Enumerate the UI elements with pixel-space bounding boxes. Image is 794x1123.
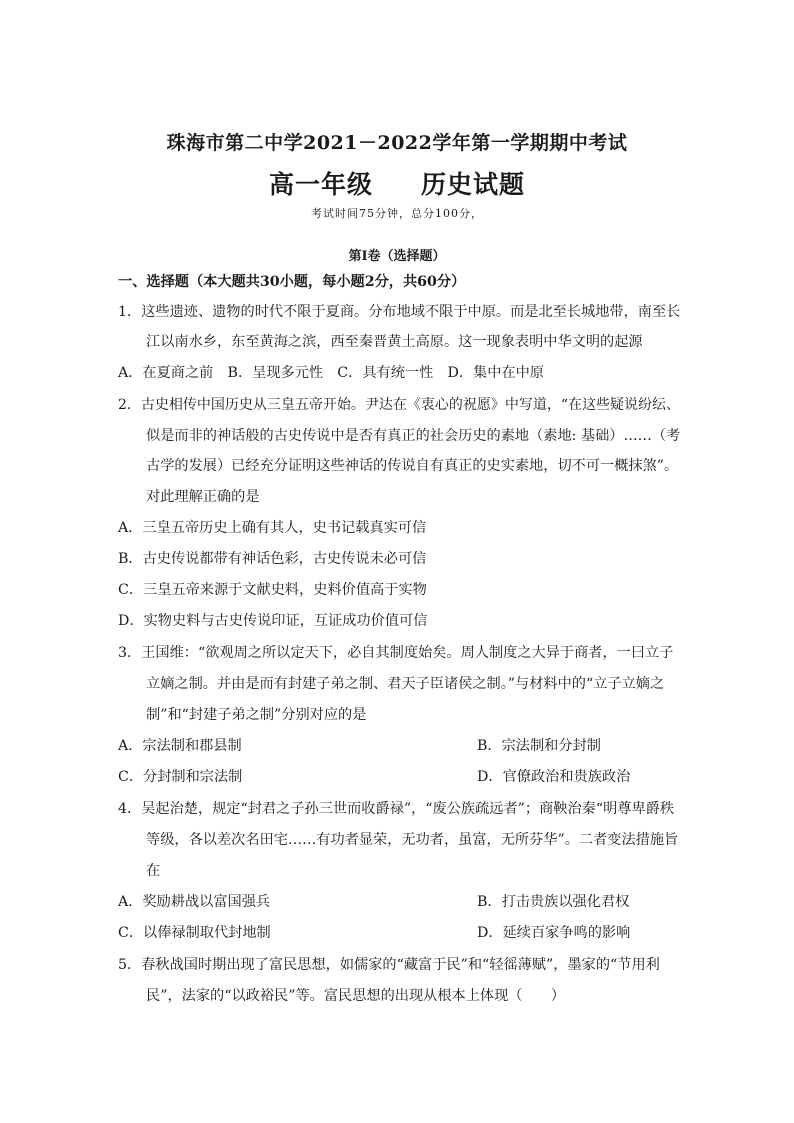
option-a: A．三皇五帝历史上确有其人，史书记载真实可信: [118, 520, 427, 536]
option-b: B．宗法制和分封制: [477, 738, 601, 754]
subject-label: 历史试题: [421, 170, 526, 199]
option-c: C．三皇五帝来源于文献史料，史料价值高于实物: [118, 582, 427, 598]
question-line: 立嫡之制。并由是而有封建子弟之制、君天子臣诸侯之制。”与材料中的“立子立嫡之: [146, 676, 665, 692]
option-d: D．延续百家争鸣的影响: [477, 925, 631, 941]
question-line: 2．古史相传中国历史从三皇五帝开始。尹达在《衷心的祝愿》中写道，“在这些疑说纷纭、: [118, 397, 681, 413]
option-a: A．宗法制和郡县制: [118, 738, 242, 754]
question-line: 制”和“封建子弟之制”分别对应的是: [146, 707, 367, 723]
option-b: B．打击贵族以强化君权: [477, 894, 630, 910]
question-line: 似是而非的神话般的古史传说中是否有真正的社会历史的素地（素地: 基础）……（考: [146, 428, 681, 444]
question-line: 江以南水乡，东至黄海之滨，西至秦晋黄土高原。这一现象表明中华文明的起源: [146, 334, 643, 350]
option-d: D．官僚政治和贵族政治: [477, 769, 631, 785]
section-title: 第Ⅰ卷（选择题）: [348, 249, 446, 264]
option-c: C．以俸禄制取代封地制: [118, 925, 271, 941]
option-b: B．古史传说都带有神话色彩，古史传说未必可信: [118, 551, 427, 567]
option-row: A．在夏商之前 B．呈现多元性 C．具有统一性 D．集中在中原: [118, 365, 544, 381]
question-line: 古学的发展）已经充分证明这些神话的传说自有真正的史实素地，切不可一概抹煞”。: [146, 458, 679, 474]
exam-info: 考试时间75分钟，总分100分，: [311, 207, 483, 220]
exam-school-title: 珠海市第二中学2021－2022学年第一学期期中考试: [166, 132, 628, 154]
option-d: D．实物史料与古史传说印证，互证成功价值可信: [118, 613, 428, 629]
question-line: 等级，各以差次名田宅……有功者显荣，无功者，虽富，无所芬华”。二者变法措施旨: [146, 832, 679, 848]
exam-subject-title: [0, 165, 794, 201]
option-c: C．分封制和宗法制: [118, 769, 243, 785]
question-line: 民”，法家的“以政裕民”等。富民思想的出现从根本上体现（ ）: [146, 988, 566, 1004]
question-line: 4．吴起治楚，规定“封君之子孙三世而收爵禄”，“废公族疏远者”；商鞅治秦“明尊卑爵秩: [118, 801, 675, 817]
question-line: 对此理解正确的是: [146, 489, 260, 505]
question-line: 5．春秋战国时期出现了富民思想，如儒家的“藏富于民”和“轻徭薄赋”，墨家的“节用利: [118, 957, 660, 973]
question-line: 3．王国维：“欲观周之所以定天下，必自其制度始矣。周人制度之大异于商者，一曰立子: [118, 645, 674, 661]
question-line: 在: [146, 863, 161, 879]
section-heading: 一、选择题（本大题共30小题，每小题2分，共60分）: [118, 274, 466, 290]
grade-label: 高一年级: [268, 170, 373, 199]
question-line: 1．这些遗迹、遗物的时代不限于夏商。分布地域不限于中原。而是北至长城地带，南至长: [118, 304, 681, 320]
option-a: A．奖励耕战以富国强兵: [118, 894, 271, 910]
